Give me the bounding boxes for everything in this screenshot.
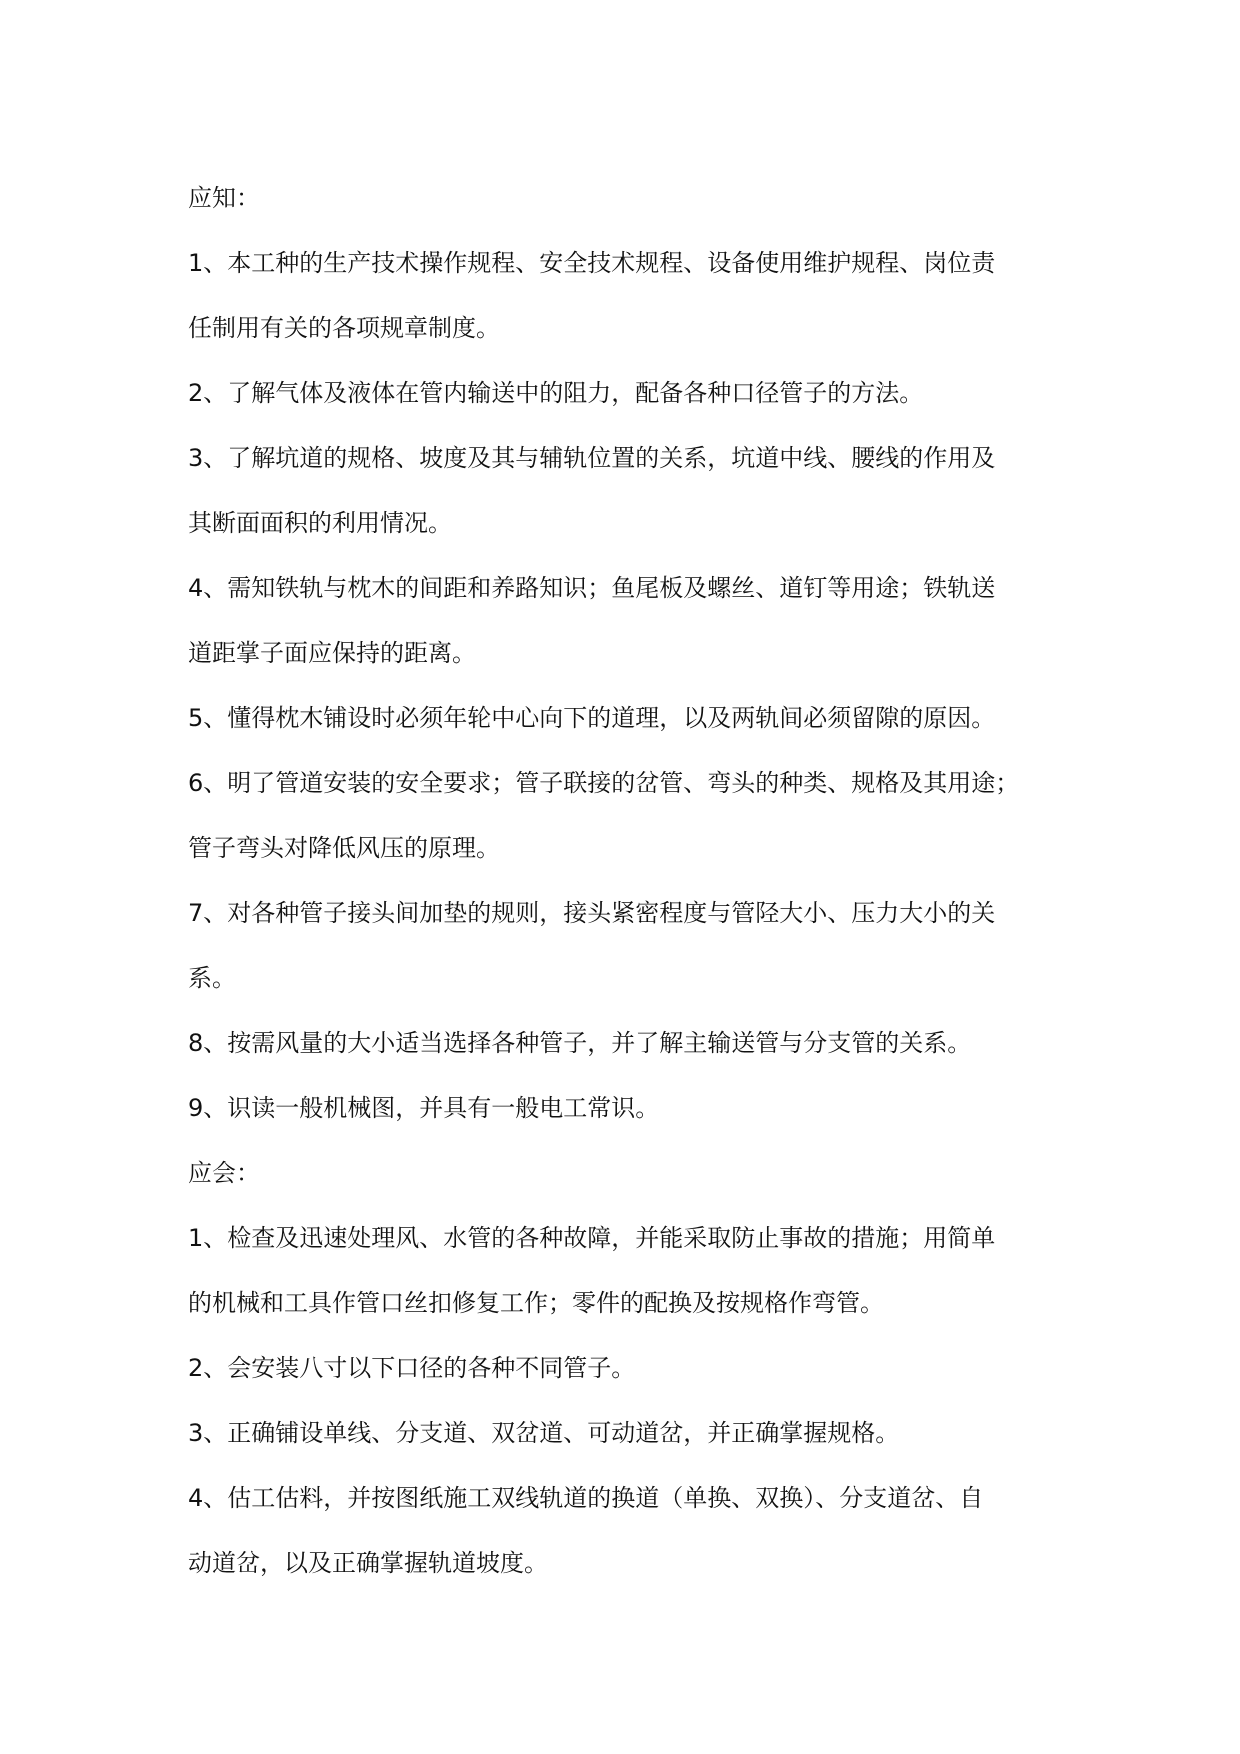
- can-item-3-line-1: 3、正确铺设单线、分支道、双岔道、可动道岔，并正确掌握规格。: [188, 1419, 900, 1447]
- know-item-6-line-1: 6、明了管道安装的安全要求；管子联接的岔管、弯头的种类、规格及其用途；: [188, 769, 1020, 797]
- section-heading-know: 应知：: [188, 184, 260, 212]
- know-item-4-line-2: 道距掌子面应保持的距离。: [188, 639, 476, 667]
- can-item-1-line-1: 1、检查及迅速处理风、水管的各种故障，并能采取防止事故的措施；用简单: [188, 1224, 996, 1252]
- document-body: [188, 166, 1078, 1596]
- know-item-5-line-1: 5、懂得枕木铺设时必须年轮中心向下的道理，以及两轨间必须留隙的原因。: [188, 704, 996, 732]
- know-item-8-line-1: 8、按需风量的大小适当选择各种管子，并了解主输送管与分支管的关系。: [188, 1029, 972, 1057]
- know-item-3-line-2: 其断面面积的利用情况。: [188, 509, 452, 537]
- can-item-1-line-2: 的机械和工具作管口丝扣修复工作；零件的配换及按规格作弯管。: [188, 1289, 884, 1317]
- know-item-2-line-1: 2、了解气体及液体在管内输送中的阻力，配备各种口径管子的方法。: [188, 379, 924, 407]
- know-item-3-line-1: 3、了解坑道的规格、坡度及其与辅轨位置的关系，坑道中线、腰线的作用及: [188, 444, 996, 472]
- can-item-4-line-1: 4、估工估料，并按图纸施工双线轨道的换道（单换、双换）、分支道岔、自: [188, 1484, 984, 1512]
- know-item-9-line-1: 9、识读一般机械图，并具有一般电工常识。: [188, 1094, 660, 1122]
- know-item-7-line-1: 7、对各种管子接头间加垫的规则，接头紧密程度与管陉大小、压力大小的关: [188, 899, 996, 927]
- can-item-4-line-2: 动道岔，以及正确掌握轨道坡度。: [188, 1549, 548, 1577]
- know-item-7-line-2: 系。: [188, 964, 236, 992]
- know-item-1-line-1: 1、本工种的生产技术操作规程、安全技术规程、设备使用维护规程、岗位责: [188, 249, 996, 277]
- know-item-1-line-2: 任制用有关的各项规章制度。: [188, 314, 500, 342]
- know-item-6-line-2: 管子弯头对降低风压的原理。: [188, 834, 500, 862]
- know-item-4-line-1: 4、需知铁轨与枕木的间距和养路知识；鱼尾板及螺丝、道钉等用途；铁轨送: [188, 574, 996, 602]
- can-item-2-line-1: 2、会安装八寸以下口径的各种不同管子。: [188, 1354, 636, 1382]
- section-heading-can: 应会：: [188, 1159, 260, 1187]
